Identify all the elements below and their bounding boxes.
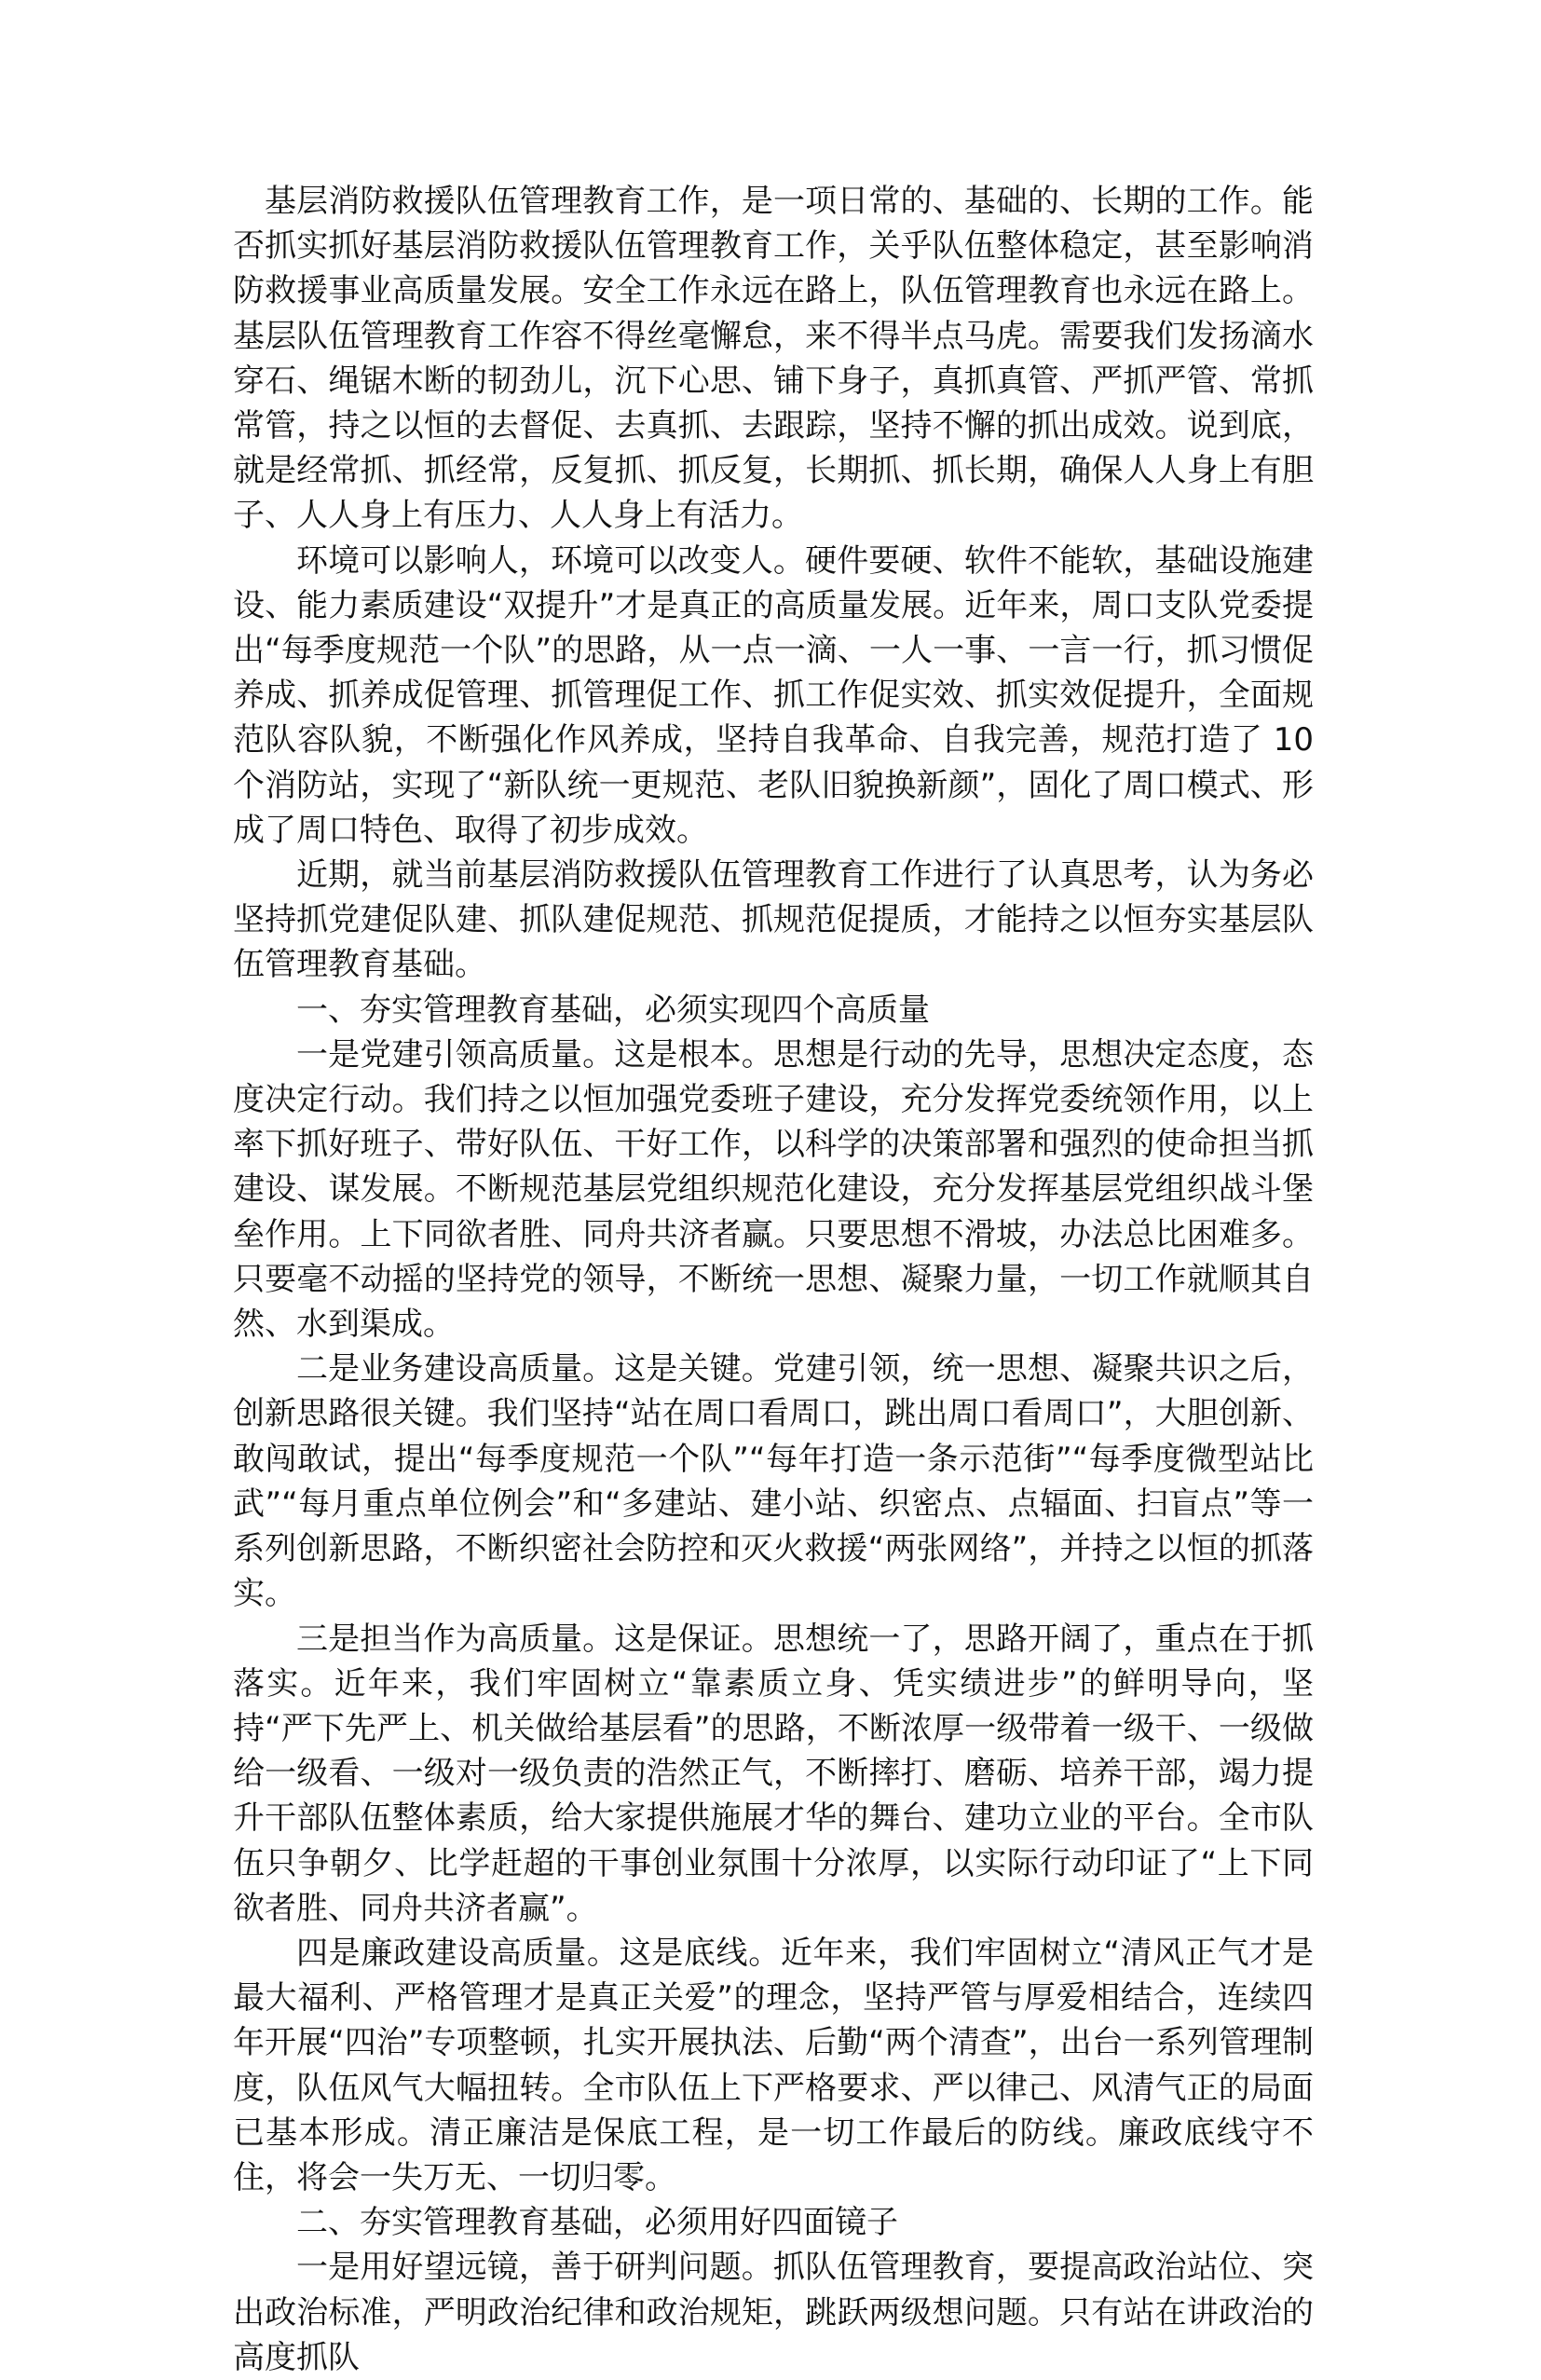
paragraph-environment: 环境可以影响人，环境可以改变人。硬件要硬、软件不能软，基础设施建设、能力素质建设“双提升”才是真正的高质量发展。近年来，周口支队党委提出“每季度规范一个队”的思路，从一点一滴、一人一事、一言一行，抓习惯促养成、抓养成促管理、抓管理促工作、抓工作促实效、抓实效促提升，全面规范队容队貌，不断强化作风养成，坚持自我革命、自我完善，规范打造了 10 个消防站，实现了“新队统一更规范、老队旧貌换新颜”，固化了周口模式、形成了周口特色、取得了初步成效。 [233, 541, 1314, 849]
paragraph-telescope: 一是用好望远镜，善于研判问题。抓队伍管理教育，要提高政治站位、突出政治标准，严明政治纪律和政治规矩，跳跃两级想问题。只有站在讲政治的高度抓队 [233, 2249, 1314, 2376]
paragraph-intro: 基层消防救援队伍管理教育工作，是一项日常的、基础的、长期的工作。能否抓实抓好基层消防救援队伍管理教育工作，关乎队伍整体稳定，甚至影响消防救援事业高质量发展。安全工作永远在路上，队伍管理教育也永远在路上。基层队伍管理教育工作容不得丝毫懈怠，来不得半点马虎。需要我们发扬滴水穿石、绳锯木断的韧劲儿，沉下心思、铺下身子，真抓真管、严抓严管、常抓常管，持之以恒的去督促、去真抓、去跟踪，坚持不懈的抓出成效。说到底，就是经常抓、抓经常，反复抓、抓反复，长期抓、抓长期，确保人人身上有胆子、人人身上有压力、人人身上有活力。 [233, 183, 1314, 535]
section-heading-2: 二、夯实管理教育基础，必须用好四面镜子 [296, 2204, 898, 2242]
paragraph-recent: 近期，就当前基层消防救援队伍管理教育工作进行了认真思考，认为务必坚持抓党建促队建、抓队建促规范、抓规范促提质，才能持之以恒夯实基层队伍管理教育基础。 [233, 856, 1314, 984]
document-body [233, 179, 1314, 2380]
paragraph-integrity: 四是廉政建设高质量。这是底线。近年来，我们牢固树立“清风正气才是最大福利、严格管理才是真正关爱”的理念，坚持严管与厚爱相结合，连续四年开展“四治”专项整顿，扎实开展执法、后勤“两个清查”，出台一系列管理制度，队伍风气大幅扭转。全市队伍上下严格要求、严以律己、风清气正的局面已基本形成。清正廉洁是保底工程，是一切工作最后的防线。廉政底线守不住，将会一失万无、一切归零。 [233, 1934, 1314, 2196]
section-heading-1: 一、夯实管理教育基础，必须实现四个高质量 [296, 991, 930, 1029]
paragraph-business-building: 二是业务建设高质量。这是关键。党建引领，统一思想、凝聚共识之后，创新思路很关键。我们坚持“站在周口看周口，跳出周口看周口”，大胆创新、敢闯敢试，提出“每季度规范一个队”“每年打造一条示范街”“每季度微型站比武”“每月重点单位例会”和“多建站、建小站、织密点、点辐面、扫盲点”等一系列创新思路，不断织密社会防控和灭火救援“两张网络”，并持之以恒的抓落实。 [233, 1350, 1314, 1613]
paragraph-responsibility: 三是担当作为高质量。这是保证。思想统一了，思路开阔了，重点在于抓落实。近年来，我们牢固树立“靠素质立身、凭实绩进步”的鲜明导向，坚持“严下先严上、机关做给基层看”的思路，不断浓厚一级带着一级干、一级做给一级看、一级对一级负责的浩然正气，不断摔打、磨砺、培养干部，竭力提升干部队伍整体素质，给大家提供施展才华的舞台、建功立业的平台。全市队伍只争朝夕、比学赶超的干事创业氛围十分浓厚，以实际行动印证了“上下同欲者胜、同舟共济者赢”。 [233, 1620, 1314, 1927]
paragraph-party-building: 一是党建引领高质量。这是根本。思想是行动的先导，思想决定态度，态度决定行动。我们持之以恒加强党委班子建设，充分发挥党委统领作用，以上率下抓好班子、带好队伍、干好工作，以科学的决策部署和强烈的使命担当抓建设、谋发展。不断规范基层党组织规范化建设，充分发挥基层党组织战斗堡垒作用。上下同欲者胜、同舟共济者赢。只要思想不滑坡，办法总比困难多。只要毫不动摇的坚持党的领导，不断统一思想、凝聚力量，一切工作就顺其自然、水到渠成。 [233, 1035, 1314, 1344]
